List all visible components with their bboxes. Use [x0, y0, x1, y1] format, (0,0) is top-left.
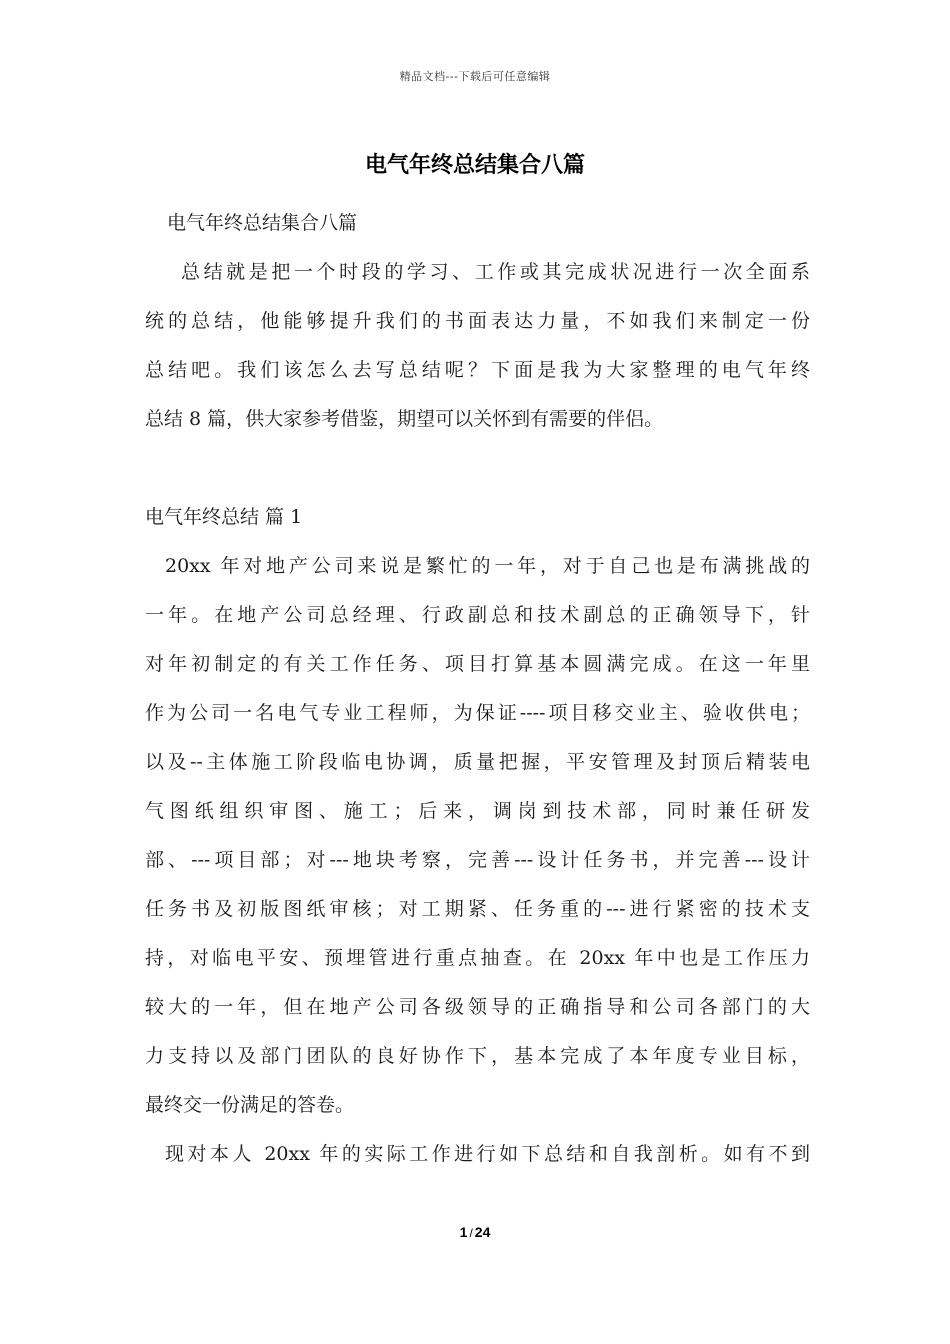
intro-line: 总结吧。我们该怎么去写总结呢？下面是我为大家整理的电气年终 — [145, 359, 810, 381]
paragraph-line: 现对本人 20xx 年的实际工作进行如下总结和自我剖析。如有不到 — [165, 1143, 810, 1165]
intro-line: 总结 8 篇，供大家参考借鉴，期望可以关怀到有需要的伴侣。 — [145, 408, 664, 430]
page-total: 24 — [474, 1224, 491, 1240]
document-body — [145, 203, 810, 1183]
paragraph-line: 一年。在地产公司总经理、行政副总和技术副总的正确领导下，针 — [145, 604, 810, 626]
paragraph-line: 作为公司一名电气专业工程师，为保证----项目移交业主、验收供电； — [145, 702, 810, 724]
paragraph-line: 力支持以及部门团队的良好协作下，基本完成了本年度专业目标， — [145, 1045, 810, 1067]
document-title: 电气年终总结集合八篇 — [364, 152, 585, 178]
header-note: 精品文档---下载后可任意编辑 — [399, 70, 551, 83]
page-separator: / — [469, 1226, 473, 1240]
subtitle-line: 电气年终总结集合八篇 — [167, 212, 358, 234]
paragraph-line: 较大的一年，但在地产公司各级领导的正确指导和公司各部门的大 — [145, 996, 810, 1018]
paragraph-line: 任务书及初版图纸审核；对工期紧、任务重的---进行紧密的技术支 — [145, 898, 810, 920]
intro-line: 统的总结，他能够提升我们的书面表达力量，不如我们来制定一份 — [145, 310, 810, 332]
intro-line: 总结就是把一个时段的学习、工作或其完成状况进行一次全面系 — [181, 261, 810, 283]
paragraph-line: 气图纸组织审图、施工；后来，调岗到技术部，同时兼任研发 — [145, 800, 810, 822]
paragraph-line: 20xx 年对地产公司来说是繁忙的一年，对于自己也是布满挑战的 — [165, 555, 810, 577]
section-heading: 电气年终总结 篇 1 — [145, 506, 303, 528]
paragraph-line: 部、---项目部；对---地块考察，完善---设计任务书，并完善---设计 — [145, 849, 810, 871]
page-current: 1 — [459, 1224, 468, 1240]
paragraph-line: 持，对临电平安、预埋管进行重点抽查。在 20xx 年中也是工作压力 — [145, 947, 810, 969]
paragraph-line: 对年初制定的有关工作任务、项目打算基本圆满完成。在这一年里 — [145, 653, 810, 675]
paragraph-line: 最终交一份满足的答卷。 — [145, 1094, 355, 1116]
page-number — [0, 1224, 950, 1240]
paragraph-line: 以及--主体施工阶段临电协调，质量把握，平安管理及封顶后精装电 — [145, 751, 810, 773]
paragraph-spacer — [145, 448, 810, 497]
